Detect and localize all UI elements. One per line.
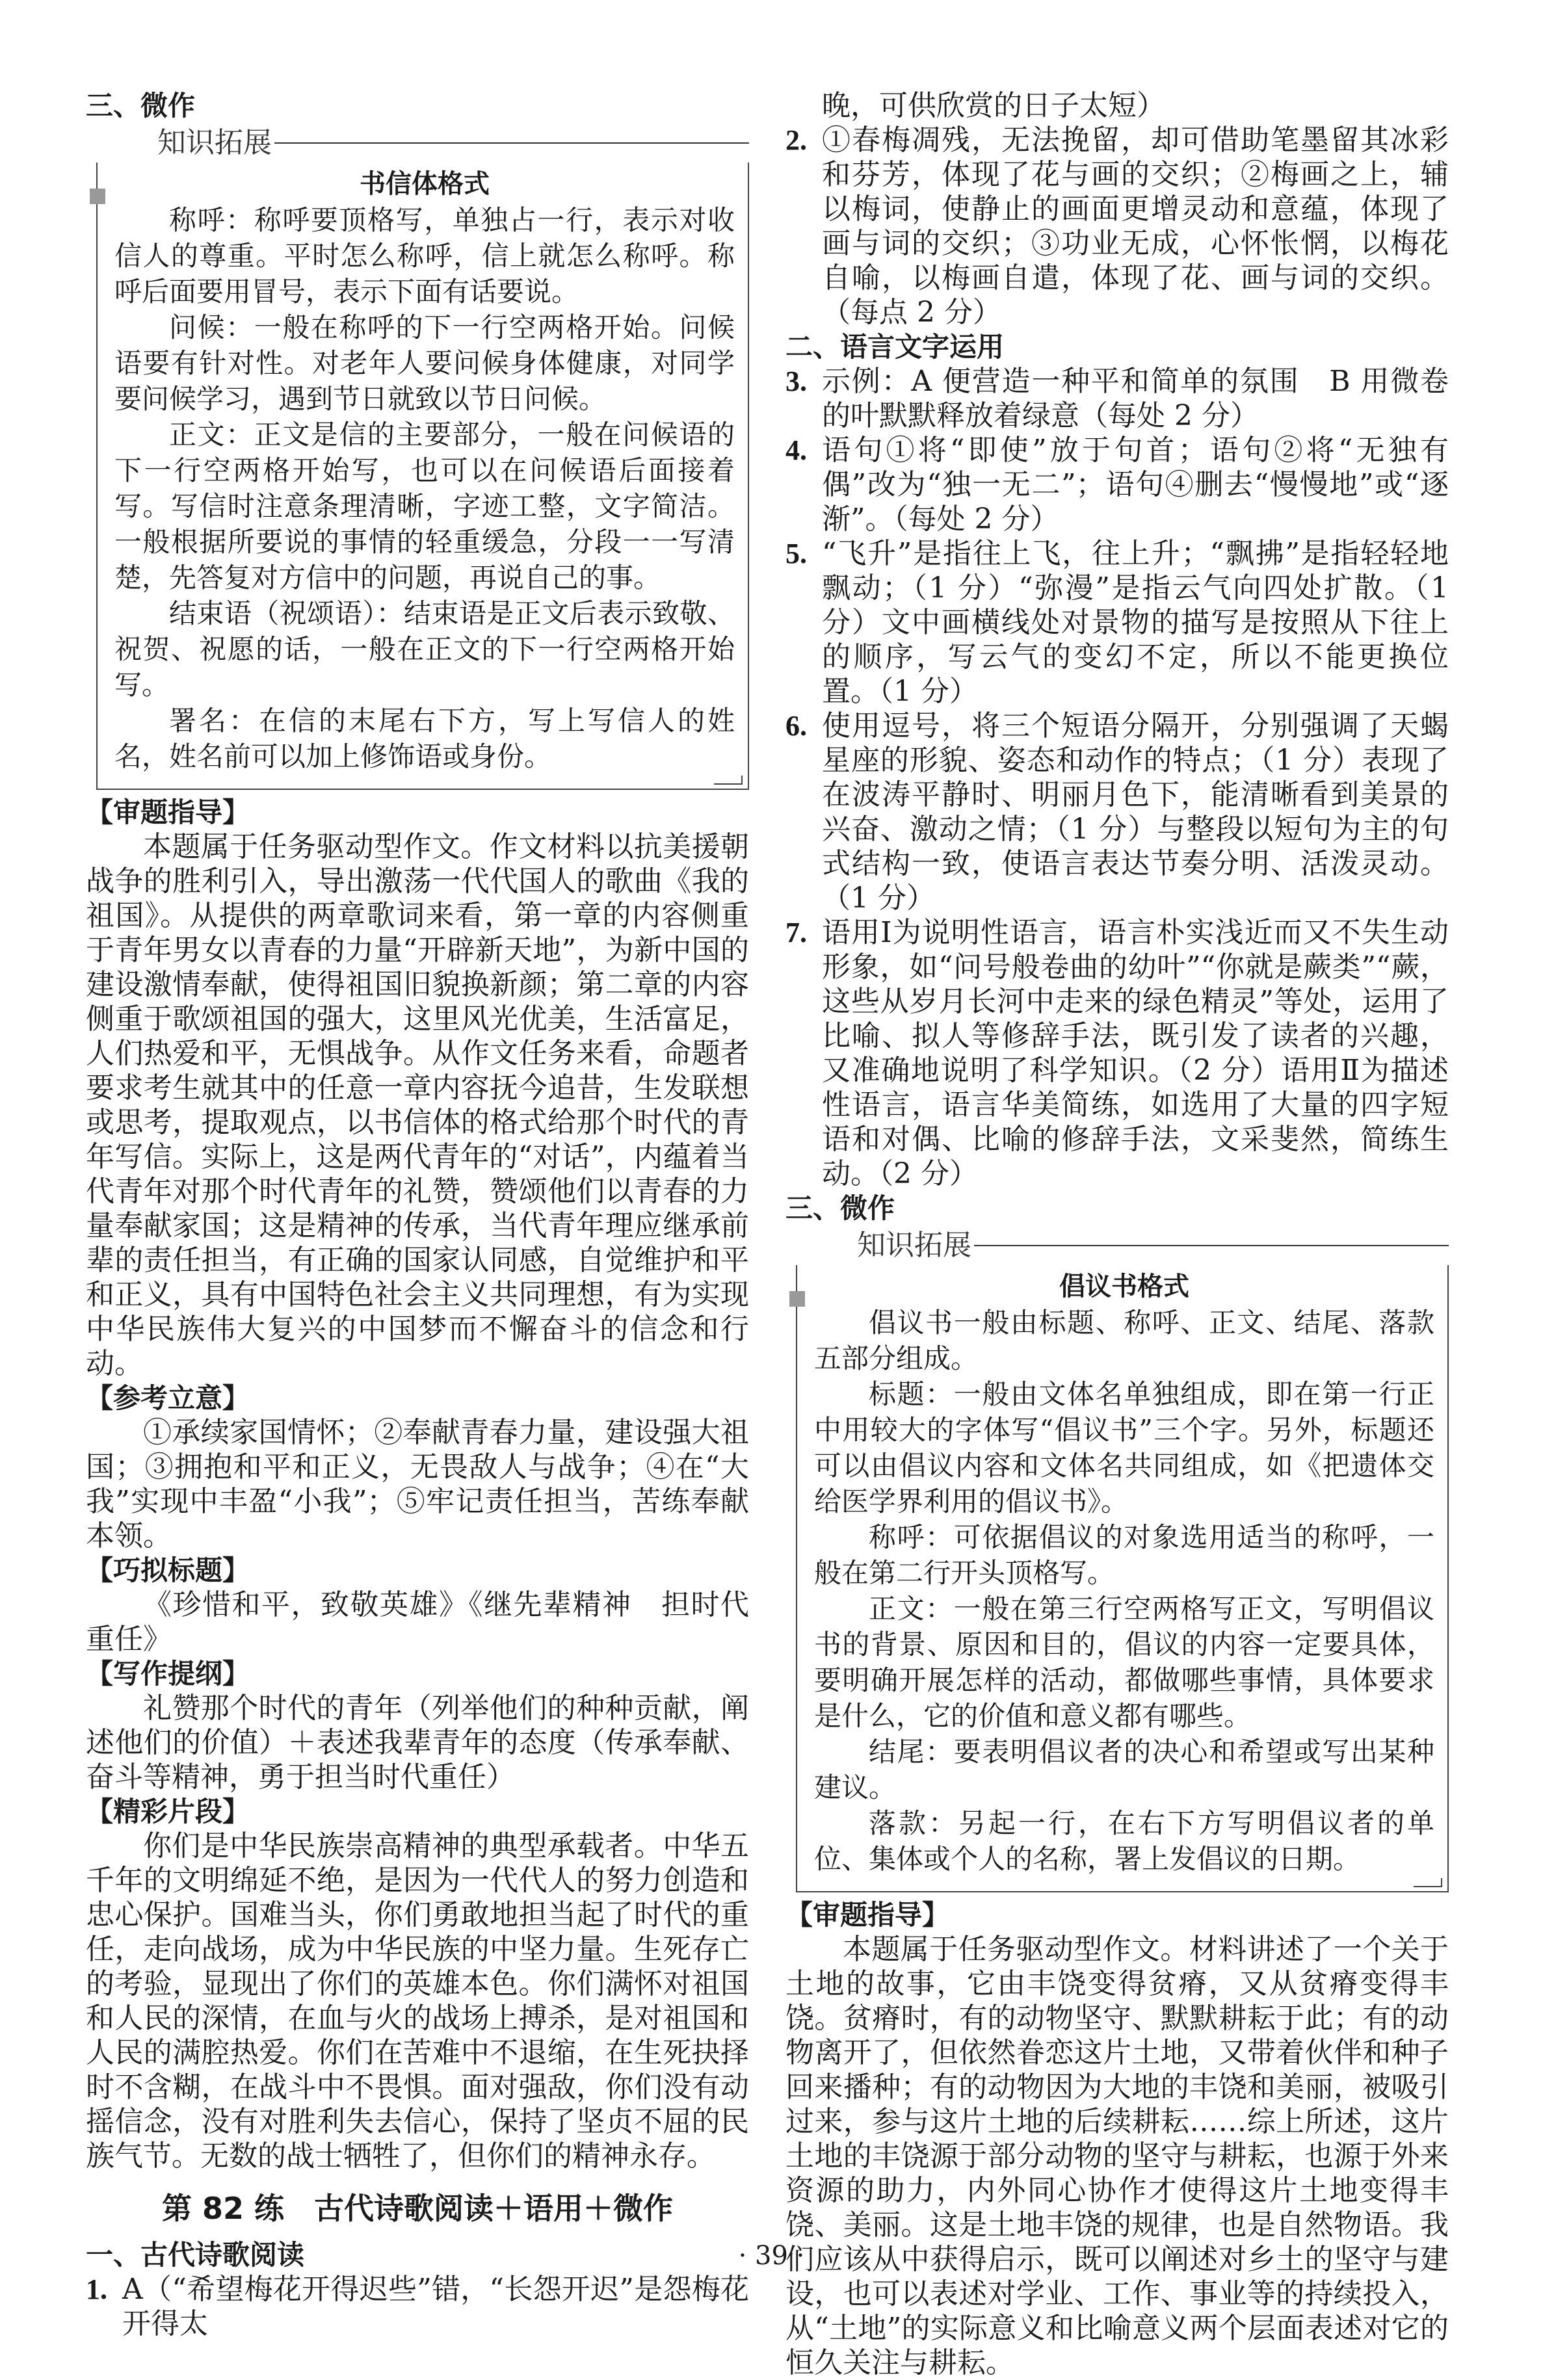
box-paragraph: 称呼：称呼要顶格写，单独占一行，表示对收信人的尊重。平时怎么称呼，信上就怎么称呼。称呼后面要用冒号，表示下面有话要说。 xyxy=(114,204,735,307)
subheading-excerpt: 【精彩片段】 xyxy=(86,1796,250,1827)
box-marker-icon xyxy=(90,189,105,204)
box-paragraph: 署名：在信的末尾右下方，写上写信人的姓名，姓名前可以加上修饰语或身份。 xyxy=(114,705,735,772)
knowledge-expansion-header: 知识拓展 xyxy=(857,1228,1449,1262)
section-heading: 二、语言文字运用 xyxy=(785,331,1005,363)
letter-format-box xyxy=(96,163,749,790)
knowledge-expansion-header: 知识拓展 xyxy=(157,125,749,160)
answer-item xyxy=(785,433,1449,536)
box-paragraph: 结尾：要表明倡议者的决心和希望或写出某种建议。 xyxy=(814,1736,1434,1803)
subheading-guide: 【审题指导】 xyxy=(785,1899,950,1931)
box-paragraph: 称呼：可依据倡议的对象选用适当的称呼，一般在第二行开头顶格写。 xyxy=(814,1521,1434,1589)
titles-paragraph: 《珍惜和平，致敬英雄》《继先辈精神 担时代重任》 xyxy=(86,1588,749,1656)
subheading-idea: 【参考立意】 xyxy=(86,1382,250,1414)
box-paragraph: 倡议书一般由标题、称呼、正文、结尾、落款五部分组成。 xyxy=(814,1307,1434,1374)
box-title: 倡议书格式 xyxy=(1059,1272,1189,1301)
excerpt-paragraph: 你们是中华民族崇高精神的典型承载者。中华五千年的文明绵延不绝，是因为一代代人的努力创造和忠心保护。国难当头，你们勇敢地担当起了时代的重任，走向战场，成为中华民族的中坚力量。生死存亡的考验，显现出了你们的英雄本色。你们满怀对祖国和人民的深情，在血与火的战场上搏杀，是对祖国和人民的满腔热爱。你们在苦难中不退缩，在生死抉择时不含糊，在战斗中不畏惧。面对强敌，你们没有动摇信念，没有对胜利失去信心，保持了坚贞不屈的民族气节。无数的战士牺牲了，但你们的精神永存。 xyxy=(86,1829,749,2173)
answer-item xyxy=(785,364,1449,433)
left-column xyxy=(86,88,749,2341)
subheading-titles: 【巧拟标题】 xyxy=(86,1554,250,1586)
right-column xyxy=(785,88,1449,2380)
section-heading: 一、古代诗歌阅读 xyxy=(86,2239,305,2271)
idea-paragraph: ①承续家国情怀；②奉献青春力量，建设强大祖国；③拥抱和平和正义，无畏敌人与战争；④在“大我”实现中丰盈“小我”；⑤牢记责任担当，苦练奉献本领。 xyxy=(86,1416,749,1552)
box-marker-icon xyxy=(789,1291,805,1307)
item-text: 语用Ⅰ为说明性语言，语言朴实浅近而又不失生动形象，如“问号般卷曲的幼叶”“你就是蕨类”“蕨，这些从岁月长河中走来的绿色精灵”等处，运用了比喻、拟人等修辞手法，既引发了读者的兴趣，又准确地说明了科学知识。（2 分）语用Ⅱ为描述性语言，语言华美简练，如选用了大量的四字短语和对偶、比喻的修辞手法，文采斐然，简练生动。（2 分） xyxy=(822,916,1449,1190)
corner-mark-icon xyxy=(1414,1878,1442,1887)
item-number: 6. xyxy=(785,710,807,742)
item-text: 示例：A 便营造一种平和简单的氛围 B 用微卷的叶默默释放着绿意（每处 2 分） xyxy=(822,365,1449,432)
item-text: 使用逗号，将三个短语分隔开，分别强调了天蝎星座的形貌、姿态和动作的特点；（1 分）表现了在波涛平静时、明丽月色下，能清晰看到美景的兴奋、激动之情；（1 分）与整段以短句为主的句式结构一致，使语言表达节奏分明、活泼灵动。（1 分） xyxy=(822,709,1449,915)
item-number: 3. xyxy=(785,365,807,397)
box-paragraph: 结束语（祝颂语）：结束语是正文后表示致敬、祝贺、祝愿的话，一般在正文的下一行空两格开始写。 xyxy=(114,597,735,701)
item-number: 7. xyxy=(785,917,807,948)
box-paragraph: 标题：一般由文体名单独组成，即在第一行正中用较大的字体写“倡议书”三个字。另外，标题还可以由倡议内容和文体名共同组成，如《把遗体交给医学界利用的倡议书》。 xyxy=(814,1378,1434,1517)
item-text: “飞升”是指往上飞，往上升；“飘拂”是指轻轻地飘动；（1 分）“弥漫”是指云气向四处扩散。（1 分）文中画横线处对景物的描写是按照从下往上的顺序，写云气的变幻不定，所以不能更换位置。（1 分） xyxy=(822,537,1449,708)
box-paragraph: 落款：另起一行，在右下方写明倡议者的单位、集体或个人的名称，署上发倡议的日期。 xyxy=(814,1807,1434,1875)
box-paragraph: 正文：正文是信的主要部分，一般在问候语的下一行空两格开始写，也可以在问候语后面接着写。写信时注意条理清晰，字迹工整，文字简洁。一般根据所要说的事情的轻重缓急，分段一一写清楚，先答复对方信中的问题，再说自己的事。 xyxy=(114,419,735,594)
box-title: 书信体格式 xyxy=(360,169,490,199)
item-text: ①春梅凋残，无法挽留，却可借助笔墨留其冰彩和芬芳，体现了花与画的交织；②梅画之上，辅以梅词，使静止的画面更增灵动和意蕴，体现了画与词的交织；③功业无成，心怀怅惘，以梅花自喻，以梅画自遣，体现了花、画与词的交织。（每点 2 分） xyxy=(822,124,1449,329)
page-number: · 39 · xyxy=(738,2241,805,2271)
section-heading: 三、微作 xyxy=(785,1192,895,1224)
answer-item xyxy=(785,709,1449,915)
item-number: 2. xyxy=(785,124,807,156)
section-heading: 三、微作 xyxy=(86,90,196,122)
outline-paragraph: 礼赞那个时代的青年（列举他们的种种贡献，阐述他们的价值）＋表述我辈青年的态度（传承奉献、奋斗等精神，勇于担当时代重任） xyxy=(86,1692,749,1794)
divider xyxy=(274,142,749,144)
box-paragraph: 正文：一般在第三行空两格写正文，写明倡议书的背景、原因和目的，倡议的内容一定要具体，要明确开展怎样的活动，都做哪些事情，具体要求是什么，它的价值和意义都有哪些。 xyxy=(814,1593,1434,1732)
answer-item xyxy=(785,915,1449,1191)
item-number: 5. xyxy=(785,538,807,569)
guide-paragraph: 本题属于任务驱动型作文。材料讲述了一个关于土地的故事，它由丰饶变得贫瘠，又从贫瘠变得丰饶。贫瘠时，有的动物坚守、默默耕耘于此；有的动物离开了，但依然眷恋这片土地，又带着伙伴和种子回来播种；有的动物因为大地的丰饶和美丽，被吸引过来，参与这片土地的后续耕耘……综上所述，这片土地的丰饶源于部分动物的坚守与耕耘，也源于外来资源的助力，内外同心协作才使得这片土地变得丰饶、美丽。这是土地丰饶的规律，也是自然物语。我们应该从中获得启示，既可以阐述对乡土的坚守与建设，也可以表述对学业、工作、事业等的持续投入，从“土地”的实际意义和比喻意义两个层面表述对它的恒久关注与耕耘。 xyxy=(785,1933,1449,2379)
subheading-outline: 【写作提纲】 xyxy=(86,1658,250,1690)
answer-item xyxy=(785,536,1449,709)
subheading-guide: 【审题指导】 xyxy=(86,796,250,828)
answer-item-continued: 晚，可供欣赏的日子太短） xyxy=(822,89,1165,122)
answer-item: 1. A（“希望梅花开得迟些”错，“长怨开迟”是怨梅花开得太 xyxy=(86,2273,749,2340)
corner-mark-icon xyxy=(714,776,743,785)
item-text: 语句①将“即使”放于句首；语句②将“无独有偶”改为“独一无二”；语句④删去“慢慢地”或“逐渐”。（每处 2 分） xyxy=(822,434,1449,536)
proposal-format-box xyxy=(796,1265,1449,1892)
lesson-title: 第 82 练 古代诗歌阅读＋语用＋微作 xyxy=(161,2191,674,2226)
item-number: 4. xyxy=(785,434,807,466)
answer-item xyxy=(785,123,1449,330)
divider xyxy=(974,1245,1449,1246)
guide-paragraph: 本题属于任务驱动型作文。作文材料以抗美援朝战争的胜利引入，导出激荡一代代国人的歌曲《我的祖国》。从提供的两章歌词来看，第一章的内容侧重于青年男女以青春的力量“开辟新天地”，为新中国的建设激情奉献，使得祖国旧貌换新颜；第二章的内容侧重于歌颂祖国的强大，这里风光优美，生活富足，人们热爱和平，无惧战争。从作文任务来看，命题者要求考生就其中的任意一章内容抚今追昔，生发联想或思考，提取观点，以书信体的格式给那个时代的青年写信。实际上，这是两代青年的“对话”，内蕴着当代青年对那个时代青年的礼赞，赞颂他们以青春的力量奉献家国；这是精神的传承，当代青年理应继承前辈的责任担当，有正确的国家认同感，自觉维护和平和正义，具有中国特色社会主义共同理想，有为实现中华民族伟大复兴的中国梦而不懈奋斗的信念和行动。 xyxy=(86,830,749,1380)
box-paragraph: 问候：一般在称呼的下一行空两格开始。问候语要有针对性。对老年人要问候身体健康，对同学要问候学习，遇到节日就致以节日问候。 xyxy=(114,311,735,415)
